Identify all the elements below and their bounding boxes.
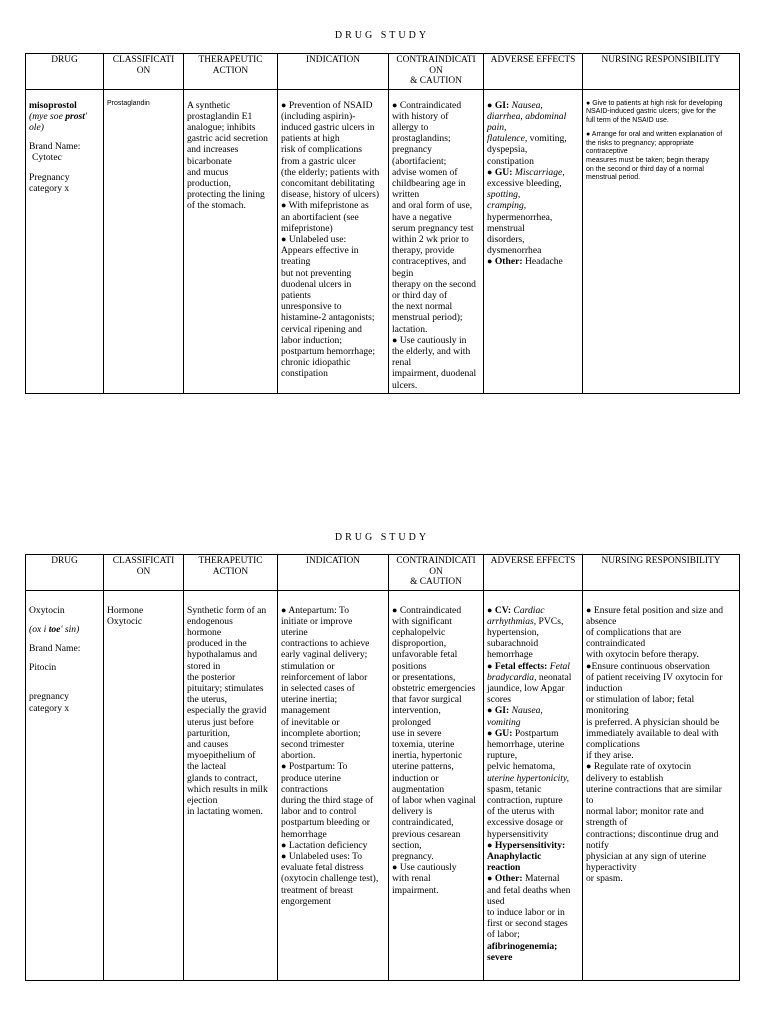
text-line: induction or [392, 772, 439, 784]
text-line: with history of [392, 110, 449, 122]
text-line: hemorrhage, uterine [487, 738, 565, 750]
header-nursing: NURSING RESPONSIBILITY [583, 54, 740, 90]
text-line: patients [281, 289, 311, 301]
header-classification: CLASSIFICATI ON [104, 555, 184, 591]
text-line: afibrinogenemia; [487, 940, 558, 952]
drug-pronunciation: (mye soe prost' [29, 110, 88, 122]
text-line: myoepithelium of [187, 750, 256, 762]
text-line: measures must be taken; begin therapy [586, 157, 709, 165]
classification-text: Hormone [107, 604, 144, 616]
brand-label: Brand Name: [29, 642, 81, 654]
drug-pronunciation: (ox i toe' sin) [29, 623, 80, 635]
text-line: of labor when vaginal [392, 794, 476, 806]
text-line: on the second or third day of a normal [586, 165, 704, 173]
text-line: ● Arrange for oral and written explanation of [586, 131, 723, 139]
text-line: ● Unlabeled uses: To [281, 850, 363, 862]
text-line: dyspepsia, [487, 144, 528, 156]
text-line: hemorrhage [487, 649, 533, 661]
text-line: scores [487, 694, 511, 706]
text-line: bicarbonate [187, 155, 232, 167]
text-line: prolonged [392, 716, 431, 728]
header-indication: INDICATION [278, 555, 389, 591]
bullet-icon: ● [586, 131, 591, 139]
text-line: strength of [586, 817, 628, 829]
drug-study-oxytocin [25, 532, 739, 981]
text-line: of inevitable or [281, 716, 340, 728]
text-line: hypersensitivity [487, 828, 549, 840]
text-line: hormone [187, 626, 222, 638]
text-line: in lactating women. [187, 806, 263, 818]
text-line: and fetal deaths when [487, 884, 571, 896]
text-line: have a negative [392, 211, 452, 223]
text-line: therapy on the second [392, 278, 476, 290]
text-line: toxemia, uterine [392, 738, 455, 750]
text-line: treating [281, 256, 311, 268]
text-line: (abortifacient; [392, 155, 447, 167]
text-line: the uterus, [187, 694, 227, 706]
text-line: ● Hypersensitivity: [487, 839, 566, 851]
text-line: contraindicated [586, 638, 646, 650]
brand-name: Pitocin [29, 662, 57, 674]
bullet-icon: ● [487, 839, 493, 850]
text-line: unfavorable fetal [392, 649, 458, 661]
contraindication-cell [389, 590, 484, 980]
text-line: engorgement [281, 895, 331, 907]
text-line: and oral form of use, [392, 200, 473, 212]
drug-study-table [25, 554, 740, 981]
text-line: the elderly, and with [392, 345, 471, 357]
text-line: cephalopelvic [392, 626, 446, 638]
text-line: diarrhea, abdominal [487, 110, 567, 122]
text-line: therapy, provide [392, 245, 455, 257]
text-line: ●Ensure continuous observation [586, 660, 710, 672]
text-line: ejection [187, 794, 218, 806]
header-classification: CLASSIFICATI ON [104, 54, 184, 90]
text-line: uterine inertia; [281, 694, 338, 706]
therapeutic-cell [184, 89, 278, 393]
text-line: analogue; inhibits [187, 121, 256, 133]
text-line: or spasm. [586, 873, 623, 885]
text-line: uterine hypertonicity, [487, 772, 570, 784]
text-line: previous cesarean [392, 828, 461, 840]
header-contraindication: CONTRAINDICATI ON & CAUTION [389, 54, 484, 90]
text-line: physician at any sign of uterine [586, 850, 707, 862]
text-line: section, [392, 839, 422, 851]
bullet-icon: ● [392, 334, 398, 345]
text-line: contractions to achieve [281, 638, 370, 650]
drug-cell [26, 590, 104, 980]
text-line: normal labor; monitor rate and [586, 806, 704, 818]
bullet-icon: ● [487, 99, 493, 110]
text-line: the risks to pregnancy; appropriate [586, 139, 694, 147]
text-line: reaction [487, 862, 521, 874]
text-line: NSAID-induced gastric ulcers; give for the [586, 108, 716, 116]
text-line: during the third stage of [281, 794, 374, 806]
text-line: contraceptives, and [392, 256, 467, 268]
text-line: is preferred. A physician should be [586, 716, 720, 728]
text-line: ● Other: Headache [487, 256, 563, 268]
text-line: ● Give to patients at high risk for developing [586, 99, 723, 107]
text-line: from a gastric ulcer [281, 155, 356, 167]
text-line: ● Lactation deficiency [281, 839, 368, 851]
text-line: ● Contraindicated [392, 604, 462, 616]
bullet-icon: ● [392, 862, 398, 873]
text-line: stimulation or [281, 660, 335, 672]
classification-cell [104, 590, 184, 980]
text-line: to induce labor or in [487, 906, 565, 918]
text-line: cervical ripening and [281, 323, 362, 335]
text-line: the posterior [187, 671, 236, 683]
text-line: or presentations, [392, 671, 456, 683]
classification-text: Oxytocic [107, 615, 143, 627]
text-line: allergy to [392, 121, 429, 133]
text-line: hypermenorrhea, [487, 211, 553, 223]
text-line: unresponsive to [281, 301, 342, 313]
text-line: or third day of [392, 289, 448, 301]
text-line: evaluate fetal distress [281, 862, 364, 874]
pregnancy-category: category x [29, 182, 70, 194]
text-line: mifepristone) [281, 222, 333, 234]
text-line: (including aspirin)- [281, 110, 356, 122]
text-line: prostaglandin E1 [187, 110, 253, 122]
text-line: ● GI: Nausea, [487, 705, 543, 717]
contraindication-cell [389, 89, 484, 393]
drug-study-misoprostol [25, 30, 739, 394]
bullet-icon: ● [586, 604, 592, 615]
adverse-cell [484, 590, 583, 980]
indication-cell [278, 89, 389, 393]
therapeutic-cell [184, 590, 278, 980]
bullet-icon: ● [487, 705, 493, 716]
text-line: pituitary; stimulates [187, 682, 264, 694]
text-line: constipation [487, 155, 534, 167]
text-line: use in severe [392, 727, 442, 739]
text-line: contractions [281, 783, 328, 795]
text-line: of complications that are [586, 626, 682, 638]
text-line: disorders, [487, 233, 525, 245]
text-line: glands to contract, [187, 772, 258, 784]
text-line: of patient receiving IV oxytocin for [586, 671, 723, 683]
bullet-icon: ● [281, 604, 287, 615]
text-line: induced gastric ulcers in [281, 121, 375, 133]
drug-study-table [25, 53, 740, 394]
brand-label: Brand Name: [29, 141, 81, 153]
text-line: serum pregnancy test [392, 222, 474, 234]
text-line: complications [586, 738, 640, 750]
text-line: constipation [281, 368, 328, 380]
text-line: contractions; discontinue drug and [586, 828, 719, 840]
text-line: hemorrhage [281, 828, 327, 840]
text-line: ● GI: Nausea, [487, 99, 543, 111]
text-line: ● Antepartum: To [281, 604, 350, 616]
text-line: menstrual period. [586, 174, 641, 182]
text-line: and causes [187, 738, 229, 750]
text-line: spotting, [487, 189, 521, 201]
drug-name: misoprostol [29, 99, 77, 111]
text-line: gastric acid secretion [187, 133, 268, 145]
header-drug: DRUG [26, 555, 104, 591]
text-line: subarachnoid [487, 638, 539, 650]
bullet-icon: ● [586, 99, 591, 107]
text-line: Appears effective in [281, 245, 359, 257]
text-line: contraction, rupture [487, 794, 563, 806]
text-line: Anaphylactic [487, 850, 542, 862]
text-line: stored in [187, 660, 221, 672]
text-line: monitoring [586, 705, 629, 717]
text-line: but not preventing [281, 267, 352, 279]
text-line: uterine contractions that are similar [586, 783, 722, 795]
text-line: vomiting [487, 716, 521, 728]
bullet-icon: ● [487, 727, 493, 738]
text-line: advise women of [392, 166, 458, 178]
text-line: ● Prevention of NSAID [281, 99, 373, 111]
text-line: labor and to control [281, 806, 357, 818]
text-line: uterine [281, 626, 308, 638]
text-line: which results in milk [187, 783, 268, 795]
text-line: menstrual period); [392, 312, 463, 324]
text-line: jaundice, low Apgar [487, 682, 565, 694]
text-line: contraindicated, [392, 817, 454, 829]
text-line: treatment of breast [281, 884, 353, 896]
indication-cell [278, 590, 389, 980]
bullet-icon: ● [586, 761, 592, 772]
text-line: lactation. [392, 323, 428, 335]
text-line: Synthetic form of an [187, 604, 267, 616]
text-line: risk of complications [281, 144, 362, 156]
header-therapeutic: THERAPEUTIC ACTION [184, 54, 278, 90]
nursing-cell [583, 89, 740, 393]
text-line: menstrual [487, 222, 525, 234]
bullet-icon: ● [281, 839, 287, 850]
pregnancy-label: Pregnancy [29, 171, 70, 183]
header-drug: DRUG [26, 54, 104, 90]
text-line: delivery is [392, 806, 433, 818]
text-line: ● CV: Cardiac [487, 604, 545, 616]
text-line: produce uterine [281, 772, 341, 784]
text-line: ● GU: Postpartum [487, 727, 559, 739]
classification-cell [104, 89, 184, 393]
drug-cell [26, 89, 104, 393]
text-line: initiate or improve [281, 615, 353, 627]
text-line: ● Regulate rate of oxytocin [586, 761, 692, 773]
text-line: first or second stages [487, 918, 568, 930]
text-line: ● Use cautiously [392, 862, 457, 874]
study-title: DRUG STUDY [334, 532, 430, 543]
text-line: hypothalamus and [187, 649, 258, 661]
drug-row [26, 89, 740, 393]
text-line: positions [392, 660, 427, 672]
text-line: ● Contraindicated [392, 99, 462, 111]
text-line: disproportion, [392, 638, 447, 650]
text-line: patients at high [281, 133, 340, 145]
text-line: duodenal ulcers in [281, 278, 352, 290]
bullet-icon: ● [392, 99, 398, 110]
text-line: spasm, tetanic [487, 783, 542, 795]
text-line: concomitant debilitating [281, 177, 375, 189]
text-line: that favor surgical [392, 694, 462, 706]
text-line: within 2 wk prior to [392, 233, 469, 245]
drug-name: Oxytocin [29, 604, 65, 616]
bullet-icon: ● [281, 99, 287, 110]
text-line: chronic idiopathic [281, 357, 351, 369]
text-line: notify [586, 839, 609, 851]
header-adverse: ADVERSE EFFECTS [484, 555, 583, 591]
text-line: ● Ensure fetal position and size and [586, 604, 724, 616]
text-line: ● Use cautiously in [392, 334, 467, 346]
header-therapeutic: THERAPEUTIC ACTION [184, 555, 278, 591]
header-adverse: ADVERSE EFFECTS [484, 54, 583, 90]
text-line: contraceptive [586, 148, 628, 156]
study-title: DRUG STUDY [334, 30, 430, 41]
text-line: of labor; [487, 929, 520, 941]
text-line: especially the gravid [187, 705, 267, 717]
text-line: the next normal [392, 301, 453, 313]
text-line: with renal [392, 873, 431, 885]
classification-text: Prostaglandin [107, 99, 150, 107]
pregnancy-category: category x [29, 702, 70, 714]
header-indication: INDICATION [278, 54, 389, 90]
bullet-icon: ● [281, 761, 287, 772]
text-line: uterine patterns, [392, 761, 454, 773]
bullet-icon: ● [487, 166, 493, 177]
text-line: obstetric emergencies [392, 682, 476, 694]
adverse-cell [484, 89, 583, 393]
text-line: and mucus [187, 166, 229, 178]
text-line: and increases [187, 144, 239, 156]
text-line: to [586, 794, 594, 806]
text-line: excessive bleeding, [487, 177, 562, 189]
text-line: histamine-2 antagonists; [281, 312, 375, 324]
text-line: uterus just before [187, 716, 254, 728]
text-line: endogenous [187, 615, 233, 627]
text-line: A synthetic [187, 99, 231, 111]
header-contraindication: CONTRAINDICATI ON & CAUTION [389, 555, 484, 591]
nursing-cell [583, 590, 740, 980]
text-line: with significant [392, 615, 452, 627]
brand-name: Cytotec [32, 152, 62, 164]
text-line: intervention, [392, 705, 441, 717]
text-line: immediately available to deal with [586, 727, 719, 739]
text-line: ● Postpartum: To [281, 761, 348, 773]
text-line: renal [392, 357, 412, 369]
text-line: ● With mifepristone as [281, 200, 369, 212]
text-line: hypertension, [487, 626, 539, 638]
bullet-icon: ● [487, 660, 493, 671]
bullet-icon: ● [487, 256, 493, 267]
text-line: postpartum bleeding or [281, 817, 370, 829]
text-line: ulcers. [392, 379, 418, 391]
text-line: augmentation [392, 783, 445, 795]
text-line: postpartum hemorrhage; [281, 345, 376, 357]
text-line: childbearing age in [392, 177, 466, 189]
text-line: ● Unlabeled use: [281, 233, 347, 245]
text-line: pelvic hematoma, [487, 761, 556, 773]
text-line: inertia, hypertonic [392, 750, 463, 762]
text-line: (the elderly; patients with [281, 166, 380, 178]
text-line: second trimester [281, 738, 345, 750]
bullet-icon: ● [281, 200, 287, 211]
bullet-icon: ● [586, 660, 592, 671]
text-line: in selected cases of [281, 682, 355, 694]
text-line: ● Fetal effects: Fetal [487, 660, 570, 672]
text-line: incomplete abortion; [281, 727, 361, 739]
text-line: hyperactivity [586, 862, 637, 874]
text-line: disease, history of ulcers) [281, 189, 380, 201]
text-line: reinforcement of labor [281, 671, 368, 683]
text-line: early vaginal delivery; [281, 649, 368, 661]
text-line: dysmenorrhea [487, 245, 542, 257]
text-line: labor induction; [281, 334, 343, 346]
text-line: impairment, duodenal [392, 368, 477, 380]
text-line: with oxytocin before therapy. [586, 649, 699, 661]
text-line: management [281, 705, 331, 717]
bullet-icon: ● [487, 604, 493, 615]
text-line: of the stomach. [187, 200, 246, 212]
text-line: or stimulation of labor; fetal [586, 694, 695, 706]
text-line: pregnancy. [392, 850, 434, 862]
text-line: absence [586, 615, 617, 627]
text-line: prostaglandins; [392, 133, 451, 145]
text-line: production, [187, 177, 231, 189]
text-line: an abortifacient (see [281, 211, 359, 223]
text-line: begin [392, 267, 414, 279]
text-line: ● Other: Maternal [487, 873, 560, 885]
text-line: impairment. [392, 884, 439, 896]
header-row [26, 555, 740, 591]
bullet-icon: ● [281, 850, 287, 861]
header-nursing: NURSING RESPONSIBILITY [583, 555, 740, 591]
text-line: excessive dosage or [487, 817, 564, 829]
text-line: (oxytocin challenge test), [281, 873, 379, 885]
bullet-icon: ● [487, 873, 493, 884]
pregnancy-label: pregnancy [29, 691, 69, 703]
text-line: ● GU: Miscarriage, [487, 166, 565, 178]
text-line: pain, [487, 121, 507, 133]
text-line: delivery to establish [586, 772, 664, 784]
text-line: full term of the NSAID use. [586, 116, 669, 124]
text-line: parturition, [187, 727, 230, 739]
text-line: cramping, [487, 200, 527, 212]
header-row [26, 54, 740, 90]
text-line: the lacteal [187, 761, 227, 773]
drug-pronunciation-end: ole) [29, 121, 44, 133]
text-line: pregnancy [392, 144, 432, 156]
text-line: flatulence, vomiting, [487, 133, 567, 145]
text-line: used [487, 895, 505, 907]
text-line: produced in the [187, 638, 247, 650]
bullet-icon: ● [392, 604, 398, 615]
text-line: of the uterus with [487, 806, 555, 818]
text-line: abortion. [281, 750, 316, 762]
text-line: bradycardia, neonatal [487, 671, 572, 683]
text-line: protecting the lining [187, 189, 265, 201]
text-line: written [392, 189, 420, 201]
drug-row [26, 590, 740, 980]
bullet-icon: ● [281, 233, 287, 244]
text-line: arrhythmias, PVCs, [487, 615, 564, 627]
text-line: rupture, [487, 750, 518, 762]
text-line: severe [487, 951, 513, 963]
text-line: induction [586, 682, 623, 694]
text-line: if they arise. [586, 750, 634, 762]
